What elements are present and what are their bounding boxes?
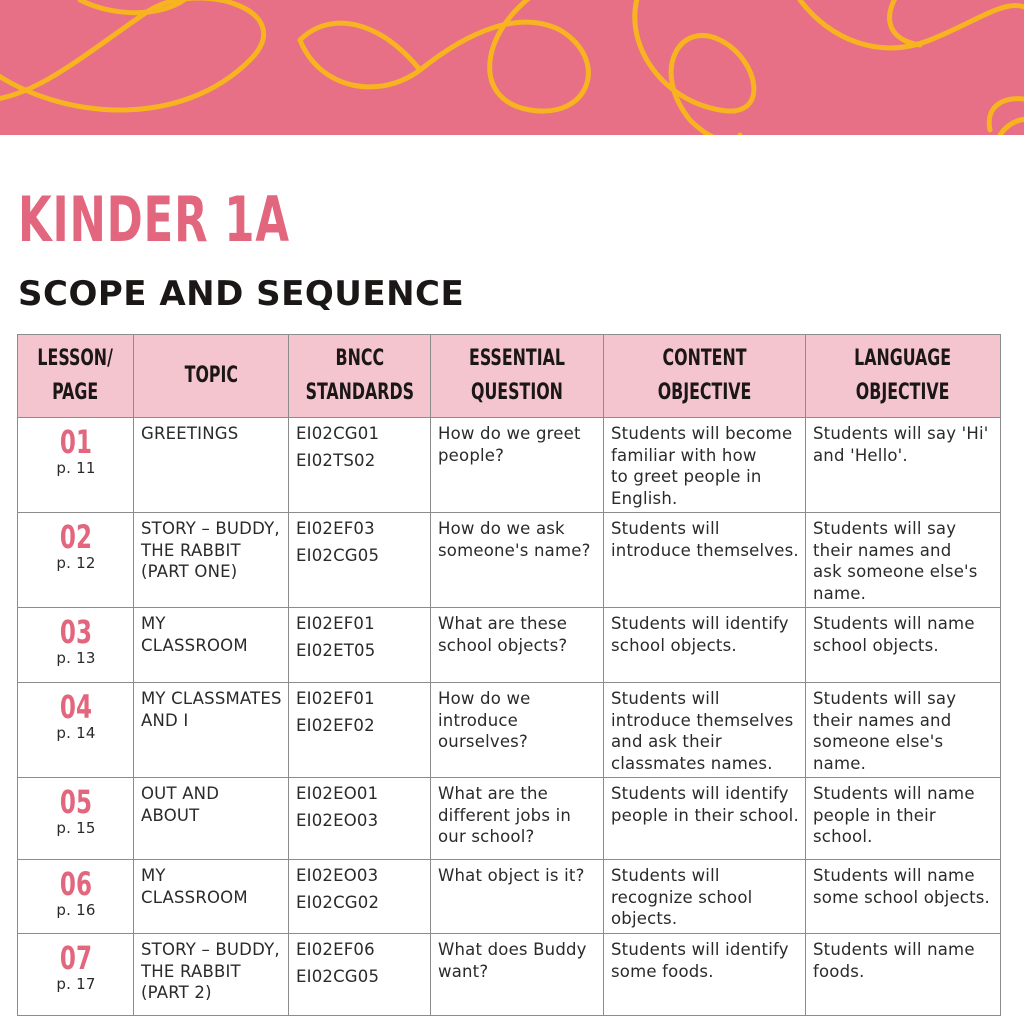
lesson-number: 05 [59,783,93,821]
lesson-page: p. 12 [56,554,96,572]
content-objective-cell [604,934,806,1016]
page-title: KINDER 1A [18,183,290,256]
topic-cell [134,608,289,683]
topic-cell-text: MY CLASSMATES AND I [141,689,282,730]
topic-cell-text: MY CLASSROOM [141,866,248,907]
question-cell [431,513,604,608]
column-header-label: LANGUAGE OBJECTIVE [854,346,952,405]
standards-cell-text: EI02EF01 EI02ET05 [296,614,376,660]
header-banner [0,0,1024,135]
lesson-number: 01 [59,423,93,461]
column-header-bncc-standards [289,335,431,418]
lesson-page: p. 14 [56,724,96,742]
lesson-cell [18,418,134,513]
standards-cell [289,608,431,683]
column-header-lesson-page [18,335,134,418]
topic-cell-text: STORY – BUDDY, THE RABBIT (PART 2) [141,940,280,1002]
language-objective-cell [806,608,1001,683]
lesson-cell [18,778,134,860]
question-cell [431,418,604,513]
language-objective-cell [806,778,1001,860]
table-body [18,418,1001,1016]
column-header-topic [134,335,289,418]
question-cell [431,934,604,1016]
lesson-cell [18,683,134,778]
standards-cell-text: EI02CG01 EI02TS02 [296,424,380,470]
topic-cell [134,778,289,860]
table-row [18,934,1001,1016]
standards-cell [289,513,431,608]
lesson-page: p. 17 [56,975,96,993]
question-cell [431,608,604,683]
standards-cell-text: EI02EO03 EI02CG02 [296,866,380,912]
lesson-cell [18,608,134,683]
column-header-label: LESSON/ PAGE [37,346,114,405]
lesson-number: 04 [59,688,93,726]
question-cell-text: How do we ask someone's name? [438,519,591,560]
topic-cell-text: MY CLASSROOM [141,614,248,655]
column-header-label: ESSENTIAL QUESTION [469,346,565,405]
topic-cell-text: STORY – BUDDY, THE RABBIT (PART ONE) [141,519,280,581]
lesson-number: 07 [59,939,93,977]
table-row [18,683,1001,778]
question-cell-text: What object is it? [438,866,585,885]
standards-cell [289,860,431,934]
question-cell-text: What are these school objects? [438,614,568,655]
lesson-cell [18,860,134,934]
content-objective-cell [604,860,806,934]
question-cell [431,778,604,860]
table-row [18,778,1001,860]
content-objective-cell [604,778,806,860]
topic-cell-text: GREETINGS [141,424,239,443]
table-row [18,860,1001,934]
lesson-page: p. 16 [56,901,96,919]
topic-cell [134,860,289,934]
lesson-page: p. 13 [56,649,96,667]
topic-cell [134,513,289,608]
content-objective-cell [604,683,806,778]
content-objective-cell-text: Students will introduce themselves and ask their classmates names. [611,689,794,773]
language-objective-cell [806,860,1001,934]
lesson-cell [18,934,134,1016]
language-objective-cell-text: Students will name some school objects. [813,866,990,907]
table-row [18,513,1001,608]
table-row [18,418,1001,513]
language-objective-cell-text: Students will say their names and ask someone else's name. [813,519,978,603]
question-cell-text: What are the different jobs in our school? [438,784,572,846]
content-objective-cell-text: Students will identify some foods. [611,940,789,981]
content-objective-cell-text: Students will become familiar with how to greet people in English. [611,424,793,508]
content-objective-cell-text: Students will introduce themselves. [611,519,799,560]
standards-cell-text: EI02EF03 EI02CG05 [296,519,380,565]
table-header-row [18,335,1001,418]
lesson-number: 03 [59,613,93,651]
question-cell [431,860,604,934]
topic-cell-text: OUT AND ABOUT [141,784,220,825]
standards-cell [289,683,431,778]
column-header-language-objective [806,335,1001,418]
topic-cell [134,934,289,1016]
language-objective-cell-text: Students will say their names and someone else's name. [813,689,957,773]
content-objective-cell-text: Students will identify people in their school. [611,784,799,825]
page-subtitle: SCOPE AND SEQUENCE [18,274,465,314]
column-header-label: BNCC STANDARDS [305,346,414,405]
table-row [18,608,1001,683]
content-objective-cell [604,418,806,513]
column-header-label: TOPIC [184,363,238,388]
swirl-decoration [0,0,1024,135]
language-objective-cell-text: Students will name school objects. [813,614,975,655]
question-cell-text: What does Buddy want? [438,940,587,981]
language-objective-cell [806,683,1001,778]
question-cell-text: How do we greet people? [438,424,581,465]
lesson-number: 06 [59,865,93,903]
column-header-content-objective [604,335,806,418]
language-objective-cell-text: Students will name people in their school. [813,784,975,846]
language-objective-cell [806,513,1001,608]
scope-table [17,334,1001,1016]
content-objective-cell-text: Students will identify school objects. [611,614,789,655]
lesson-number: 02 [59,518,93,556]
standards-cell [289,778,431,860]
column-header-label: CONTENT OBJECTIVE [657,346,752,405]
language-objective-cell [806,418,1001,513]
topic-cell [134,418,289,513]
language-objective-cell-text: Students will say 'Hi' and 'Hello'. [813,424,989,465]
standards-cell [289,418,431,513]
language-objective-cell [806,934,1001,1016]
lesson-page: p. 11 [56,459,96,477]
column-header-essential-question [431,335,604,418]
content-objective-cell [604,608,806,683]
standards-cell [289,934,431,1016]
content-objective-cell-text: Students will recognize school objects. [611,866,753,928]
lesson-cell [18,513,134,608]
topic-cell [134,683,289,778]
question-cell-text: How do we introduce ourselves? [438,689,531,751]
question-cell [431,683,604,778]
standards-cell-text: EI02EF01 EI02EF02 [296,689,375,735]
content-objective-cell [604,513,806,608]
language-objective-cell-text: Students will name foods. [813,940,975,981]
standards-cell-text: EI02EO01 EI02EO03 [296,784,379,830]
lesson-page: p. 15 [56,819,96,837]
standards-cell-text: EI02EF06 EI02CG05 [296,940,380,986]
